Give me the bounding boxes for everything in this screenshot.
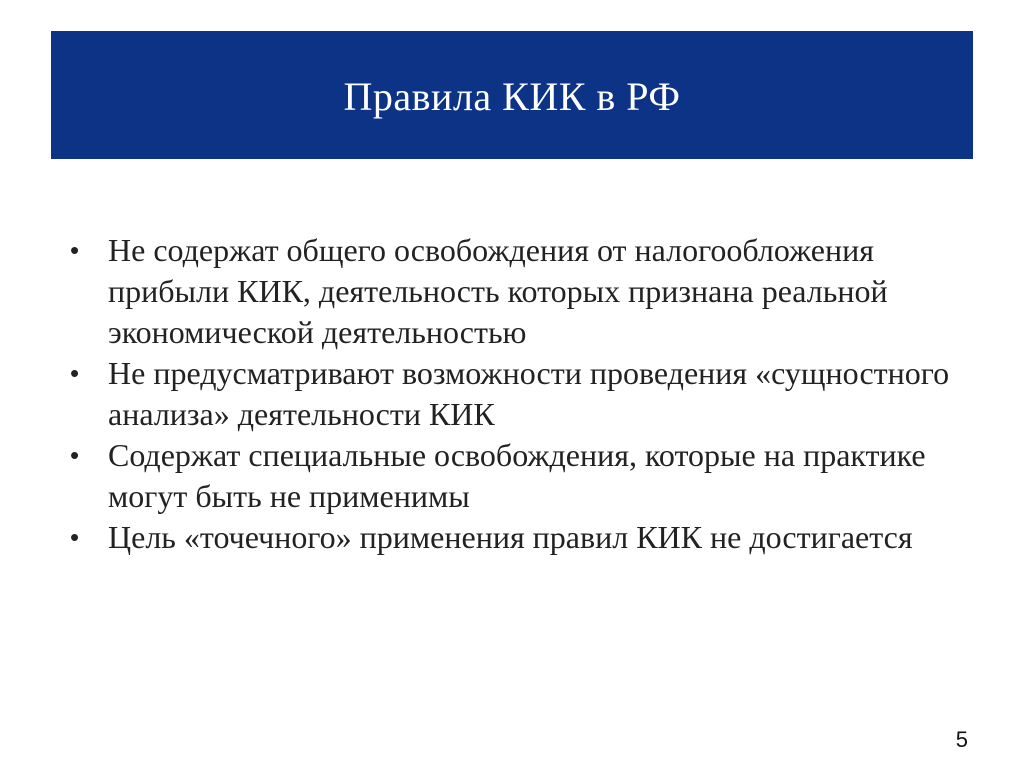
bullet-marker: •: [70, 235, 80, 265]
bullet-marker: •: [70, 358, 80, 388]
slide-title: Правила КИК в РФ: [343, 73, 681, 119]
bullet-list: [70, 230, 950, 558]
bullet-item: [70, 353, 950, 435]
bullet-item: [70, 517, 950, 558]
bullet-text: Цель «точечного» применения правил КИК не достигается: [108, 519, 913, 555]
bullet-item: [70, 230, 950, 353]
bullet-text: Содержат специальные освобождения, которые на практике могут быть не применимы: [108, 437, 926, 514]
page-number: 5: [955, 727, 968, 752]
bullet-marker: •: [70, 522, 80, 552]
bullet-text: Не предусматривают возможности проведения «сущностного анализа» деятельности КИК: [108, 355, 950, 432]
bullet-item: [70, 435, 950, 517]
bullet-text: Не содержат общего освобождения от налогообложения прибыли КИК, деятельность которых признана реальной экономической деятельностью: [108, 232, 888, 350]
bullet-marker: •: [70, 440, 80, 470]
title-bar: [51, 31, 973, 159]
